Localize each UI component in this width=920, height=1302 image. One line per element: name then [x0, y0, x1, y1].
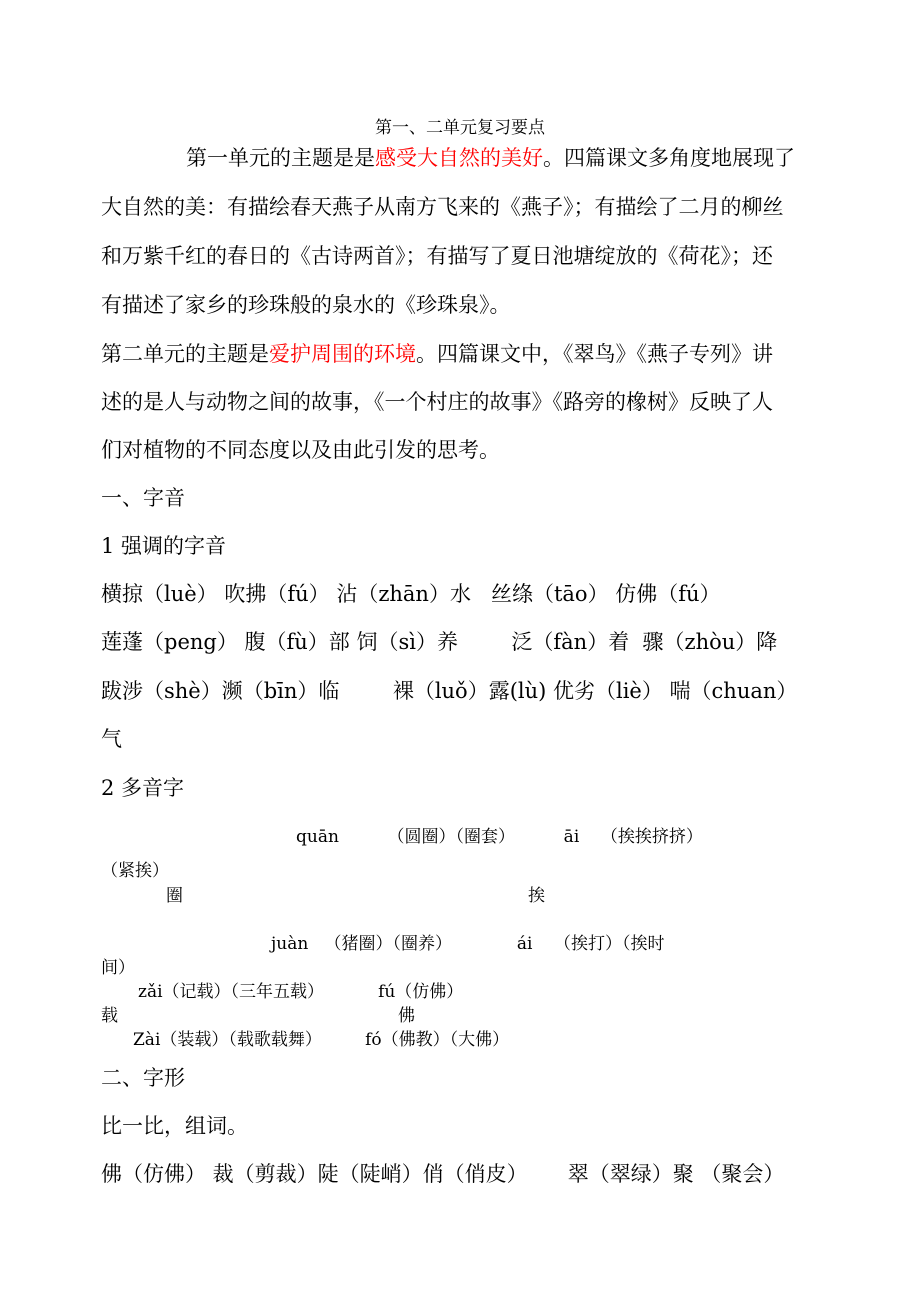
polyphonic-char-fo: 佛	[398, 1006, 415, 1026]
intro2-line1	[101, 330, 773, 378]
intro1-line1	[186, 134, 795, 182]
intro1-line2: 大自然的美：有描绘春天燕子从南方飞来的《燕子》；有描绘了二月的柳丝	[101, 195, 784, 219]
intro1-line1-end: 。四篇课文多角度地展现了	[543, 146, 795, 170]
intro1-theme-highlight: 感受大自然的美好	[375, 146, 543, 170]
polyphonic-char-ai: 挨	[528, 886, 545, 906]
polyphonic-char-zai: 载	[101, 1006, 118, 1026]
compare-instruction: 比一比，组词。	[101, 1114, 248, 1138]
intro2-line3: 们对植物的不同态度以及由此引发的思考。	[101, 438, 500, 462]
subsection-emphasized-pronunciation: 1 强调的字音	[101, 534, 227, 558]
page-title: 第一、二单元复习要点	[375, 118, 545, 138]
pronunciation-row: 跋涉（shè）濒（bīn）临 裸（luǒ）露(lù) 优劣（liè） 喘（chuan）	[101, 679, 798, 703]
intro1-line4: 有描述了家乡的珍珠般的泉水的《珍珠泉》。	[101, 293, 511, 317]
intro1-line3: 和万紫千红的春日的《古诗两首》；有描写了夏日池塘绽放的《荷花》；还	[101, 244, 773, 268]
polyphonic-jian: 间）	[101, 958, 135, 978]
compare-row: 佛（仿佛） 裁（剪裁）陡（陡峭）俏（俏皮） 翠（翠绿）聚 （聚会）	[101, 1162, 785, 1186]
pronunciation-row: 莲蓬（peng） 腹（fù）部 饲（sì）养 泛（fàn）着 骤（zhòu）降	[101, 630, 778, 654]
polyphonic-zai4-fo: Zài（装载）（载歌载舞） fó（佛教）（大佛）	[133, 1030, 510, 1050]
section-pronunciation: 一、字音	[101, 486, 185, 510]
polyphonic-char-juan: 圈	[166, 886, 183, 906]
polyphonic-quan-ai: quān （圆圈）（圈套） āi （挨挨挤挤）	[296, 827, 703, 847]
intro2-line2: 述的是人与动物之间的故事，《一个村庄的故事》《路旁的橡树》反映了人	[101, 390, 773, 414]
section-character-form: 二、字形	[101, 1066, 185, 1090]
pronunciation-row: 气	[101, 727, 122, 751]
polyphonic-juan-ai: juàn （猪圈）（圈养） ái （挨打）（挨时	[271, 934, 665, 954]
intro2-line1-start: 第二单元的主题是	[101, 342, 269, 366]
intro1-line1-start: 第一单元的主题是是	[186, 146, 375, 170]
polyphonic-jin-ai: （紧挨）	[101, 861, 169, 881]
subsection-polyphonic: 2 多音字	[101, 776, 185, 800]
intro2-line1-end: 。四篇课文中，《翠鸟》《燕子专列》讲	[416, 342, 773, 366]
pronunciation-row: 横掠（luè） 吹拂（fú） 沾（zhān）水 丝绦（tāo） 仿佛（fú）	[101, 582, 721, 606]
polyphonic-zai3-fu: zǎi（记载）（三年五载） fú（仿佛）	[138, 982, 464, 1002]
intro2-theme-highlight: 爱护周围的环境	[269, 342, 416, 366]
